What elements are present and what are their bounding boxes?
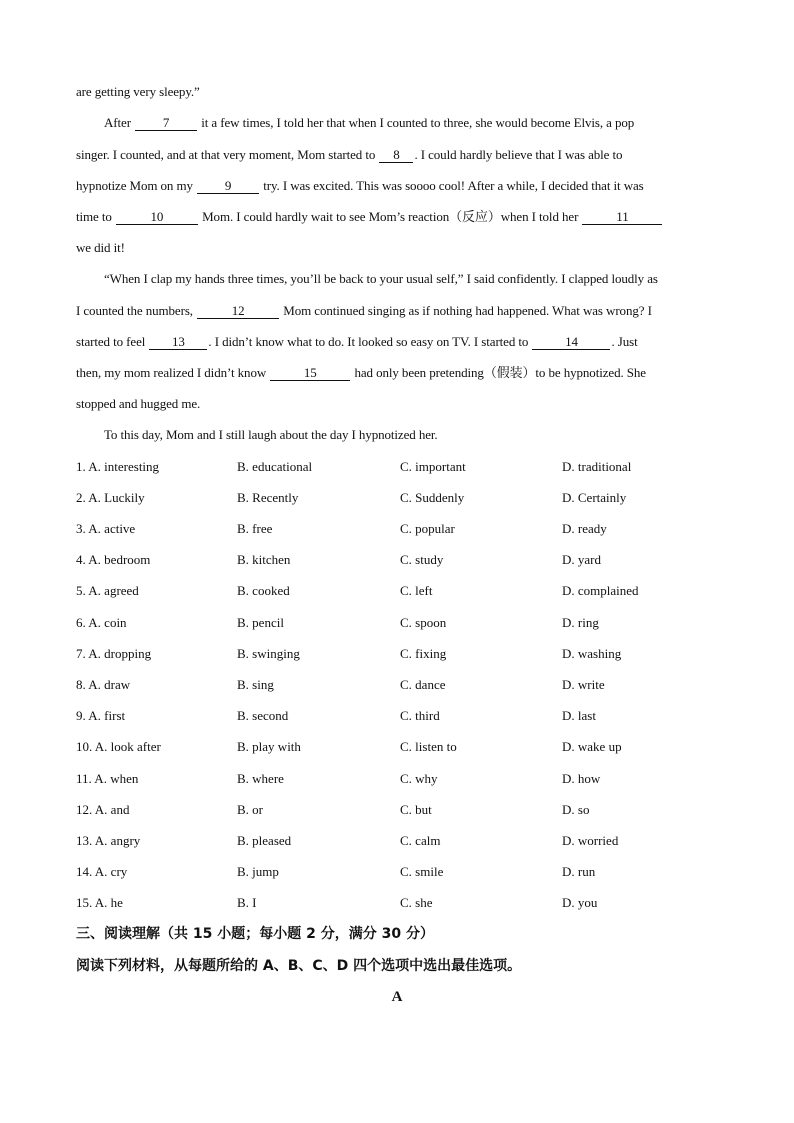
passage-text: To this day, Mom and I still laugh about the day I hypnotized her.: [104, 427, 438, 442]
question-options: [76, 676, 726, 694]
option-b[interactable]: B. educational: [237, 459, 313, 474]
passage-line: [76, 177, 726, 195]
option-b[interactable]: B. jump: [237, 864, 279, 879]
passage-text: hypnotize Mom on my: [76, 178, 193, 193]
option-b[interactable]: B. sing: [237, 677, 274, 692]
option-c[interactable]: C. smile: [400, 864, 444, 879]
option-a[interactable]: 11. A. when: [76, 771, 139, 786]
blank-9[interactable]: 9: [197, 179, 259, 194]
passage-label: A: [391, 989, 403, 1005]
blank-12[interactable]: 12: [197, 304, 279, 319]
option-b[interactable]: B. pleased: [237, 833, 292, 848]
option-d[interactable]: D. last: [562, 708, 596, 723]
passage-text: . I could hardly believe that I was able to: [414, 147, 623, 162]
question-options: [76, 489, 726, 507]
option-d[interactable]: D. ready: [562, 521, 607, 536]
question-options: [76, 832, 726, 850]
option-b[interactable]: B. play with: [237, 739, 301, 754]
option-a[interactable]: 12. A. and: [76, 802, 130, 817]
option-b[interactable]: B. I: [237, 895, 257, 910]
passage-text: had only been pretending（假装）to be hypnotized. She: [354, 365, 646, 380]
passage-line: [104, 114, 754, 132]
option-b[interactable]: B. cooked: [237, 583, 290, 598]
option-d[interactable]: D. traditional: [562, 459, 632, 474]
section-title: 三、阅读理解（共 15 小题；每小题 2 分，满分 30 分）: [76, 926, 434, 942]
passage-line: [76, 333, 726, 351]
passage-text: started to feel: [76, 334, 146, 349]
question-options: [76, 863, 726, 881]
option-c[interactable]: C. important: [400, 459, 466, 474]
option-c[interactable]: C. she: [400, 895, 433, 910]
option-d[interactable]: D. Certainly: [562, 490, 627, 505]
option-b[interactable]: B. or: [237, 802, 263, 817]
passage-text: After: [104, 115, 131, 130]
option-b[interactable]: B. pencil: [237, 615, 284, 630]
option-a[interactable]: 14. A. cry: [76, 864, 128, 879]
option-d[interactable]: D. wake up: [562, 739, 622, 754]
blank-14[interactable]: 14: [532, 335, 610, 350]
option-d[interactable]: D. complained: [562, 583, 639, 598]
passage-text: we did it!: [76, 240, 125, 255]
question-options: [76, 645, 726, 663]
option-b[interactable]: B. where: [237, 771, 284, 786]
passage-text: singer. I counted, and at that very moment, Mom started to: [76, 147, 376, 162]
passage-text: time to: [76, 209, 112, 224]
option-b[interactable]: B. free: [237, 521, 273, 536]
question-options: [76, 801, 726, 819]
option-b[interactable]: B. swinging: [237, 646, 300, 661]
option-c[interactable]: C. but: [400, 802, 432, 817]
option-a[interactable]: 8. A. draw: [76, 677, 131, 692]
option-b[interactable]: B. kitchen: [237, 552, 291, 567]
passage-line: [76, 364, 726, 382]
option-a[interactable]: 9. A. first: [76, 708, 126, 723]
option-a[interactable]: 3. A. active: [76, 521, 136, 536]
section-instruction: 阅读下列材料，从每题所给的 A、B、C、D 四个选项中选出最佳选项。: [76, 958, 522, 974]
passage-line: [76, 239, 726, 257]
blank-13[interactable]: 13: [149, 335, 207, 350]
passage-text: are getting very sleepy.”: [76, 84, 200, 99]
question-options: [76, 458, 726, 476]
option-c[interactable]: C. Suddenly: [400, 490, 465, 505]
option-a[interactable]: 15. A. he: [76, 895, 123, 910]
blank-15[interactable]: 15: [270, 366, 350, 381]
blank-11[interactable]: 11: [582, 210, 662, 225]
question-options: [76, 738, 726, 756]
option-d[interactable]: D. you: [562, 895, 598, 910]
option-c[interactable]: C. third: [400, 708, 440, 723]
passage-text: “When I clap my hands three times, you’ll be back to your usual self,” I said confidently. I clapped loudly as: [104, 271, 658, 286]
option-c[interactable]: C. spoon: [400, 615, 447, 630]
option-d[interactable]: D. run: [562, 864, 596, 879]
option-d[interactable]: D. washing: [562, 646, 622, 661]
passage-line: [76, 83, 726, 101]
question-options: [76, 520, 726, 538]
passage-text: . Just: [611, 334, 638, 349]
blank-7[interactable]: 7: [135, 116, 197, 131]
passage-line: [76, 395, 726, 413]
option-a[interactable]: 5. A. agreed: [76, 583, 139, 598]
option-c[interactable]: C. popular: [400, 521, 455, 536]
passage-text: try. I was excited. This was soooo cool! After a while, I decided that it was: [263, 178, 644, 193]
passage-line: [104, 270, 754, 288]
option-a[interactable]: 6. A. coin: [76, 615, 127, 630]
option-d[interactable]: D. so: [562, 802, 590, 817]
option-a[interactable]: 7. A. dropping: [76, 646, 152, 661]
passage-text: then, my mom realized I didn’t know: [76, 365, 267, 380]
passage-line: [76, 302, 726, 320]
passage-line: [104, 426, 754, 444]
option-a[interactable]: 2. A. Luckily: [76, 490, 145, 505]
option-d[interactable]: D. write: [562, 677, 605, 692]
option-d[interactable]: D. yard: [562, 552, 601, 567]
passage-text: . I didn’t know what to do. It looked so easy on TV. I started to: [208, 334, 529, 349]
passage-text: Mom. I could hardly wait to see Mom’s reaction（反应）when I told her: [202, 209, 579, 224]
option-c[interactable]: C. left: [400, 583, 433, 598]
option-c[interactable]: C. calm: [400, 833, 441, 848]
option-d[interactable]: D. how: [562, 771, 601, 786]
question-options: [76, 707, 726, 725]
passage-text: I counted the numbers,: [76, 303, 193, 318]
passage-text: Mom continued singing as if nothing had happened. What was wrong? I: [283, 303, 652, 318]
option-a[interactable]: 13. A. angry: [76, 833, 141, 848]
option-d[interactable]: D. ring: [562, 615, 599, 630]
option-b[interactable]: B. Recently: [237, 490, 299, 505]
question-options: [76, 551, 726, 569]
question-options: [76, 582, 726, 600]
passage-line: [76, 146, 726, 164]
question-options: [76, 614, 726, 632]
option-c[interactable]: C. study: [400, 552, 444, 567]
option-a[interactable]: 10. A. look after: [76, 739, 161, 754]
question-options: [76, 894, 726, 912]
option-a[interactable]: 4. A. bedroom: [76, 552, 151, 567]
question-options: [76, 770, 726, 788]
option-c[interactable]: C. dance: [400, 677, 446, 692]
option-c[interactable]: C. why: [400, 771, 438, 786]
option-c[interactable]: C. fixing: [400, 646, 447, 661]
option-d[interactable]: D. worried: [562, 833, 619, 848]
passage-text: stopped and hugged me.: [76, 396, 201, 411]
option-a[interactable]: 1. A. interesting: [76, 459, 160, 474]
blank-10[interactable]: 10: [116, 210, 198, 225]
passage-text: it a few times, I told her that when I counted to three, she would become Elvis, a pop: [201, 115, 635, 130]
option-b[interactable]: B. second: [237, 708, 289, 723]
blank-8[interactable]: 8: [379, 148, 413, 163]
passage-line: [76, 208, 726, 226]
option-c[interactable]: C. listen to: [400, 739, 457, 754]
